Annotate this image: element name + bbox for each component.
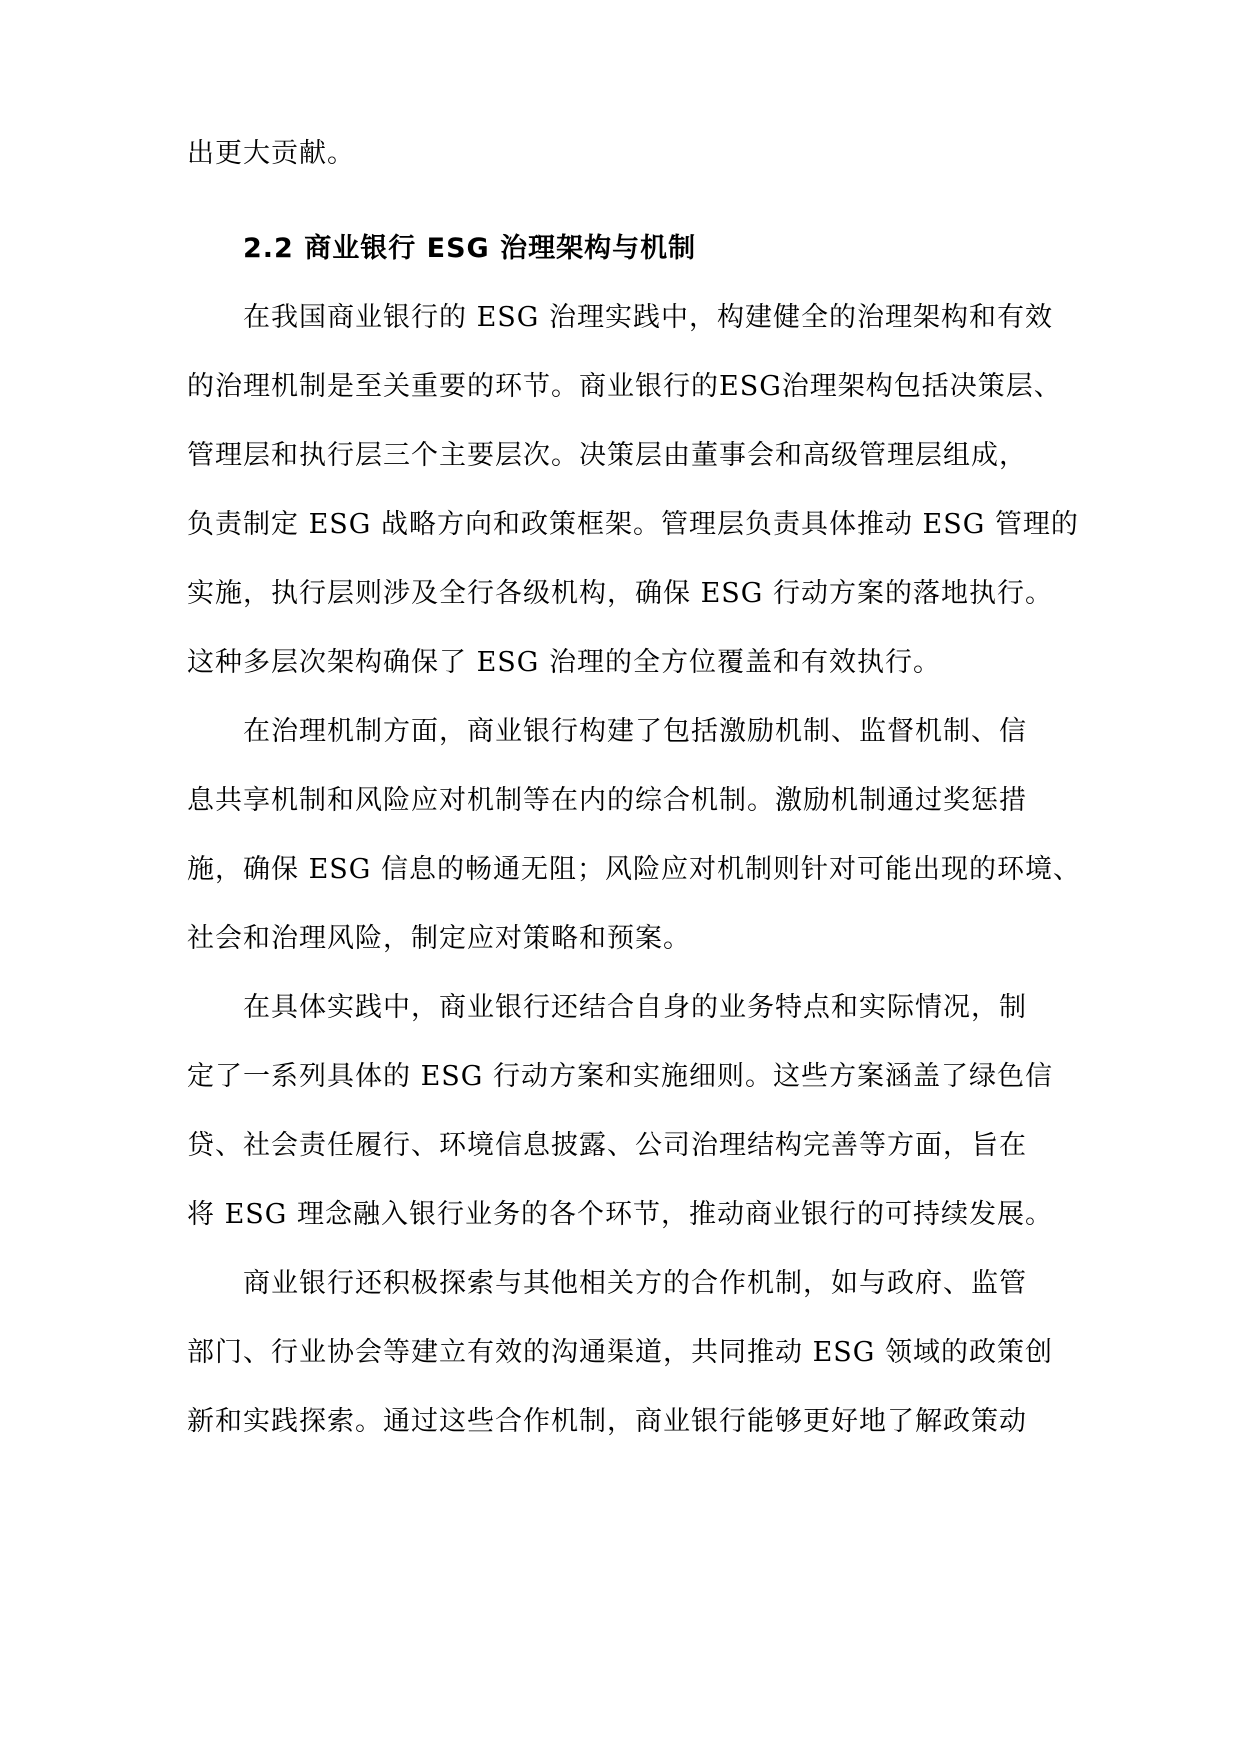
paragraph-line: 定了一系列具体的 ESG 行动方案和实施细则。这些方案涵盖了绿色信 — [187, 1061, 1053, 1092]
paragraph-line: 部门、行业协会等建立有效的沟通渠道，共同推动 ESG 领域的政策创 — [187, 1337, 1053, 1368]
paragraph-line: 实施，执行层则涉及全行各级机构，确保 ESG 行动方案的落地执行。 — [187, 578, 1053, 609]
paragraph-line: 商业银行还积极探索与其他相关方的合作机制，如与政府、监管 — [243, 1268, 1027, 1299]
paragraph-line: 在我国商业银行的 ESG 治理实践中，构建健全的治理架构和有效 — [243, 302, 1053, 333]
paragraph-line: 负责制定 ESG 战略方向和政策框架。管理层负责具体推动 ESG 管理的 — [187, 509, 1079, 540]
paragraph-line: 贷、社会责任履行、环境信息披露、公司治理结构完善等方面，旨在 — [187, 1130, 1027, 1161]
paragraph-line: 将 ESG 理念融入银行业务的各个环节，推动商业银行的可持续发展。 — [187, 1199, 1053, 1230]
paragraph-line: 在具体实践中，商业银行还结合自身的业务特点和实际情况，制 — [243, 992, 1027, 1023]
paragraph-line: 息共享机制和风险应对机制等在内的综合机制。激励机制通过奖惩措 — [187, 785, 1027, 816]
section-heading: 2.2 商业银行 ESG 治理架构与机制 — [243, 233, 697, 264]
paragraph-line: 在治理机制方面，商业银行构建了包括激励机制、监督机制、信 — [243, 716, 1027, 747]
paragraph-line: 管理层和执行层三个主要层次。决策层由董事会和高级管理层组成， — [187, 440, 1027, 471]
paragraph-line: 的治理机制是至关重要的环节。商业银行的ESG治理架构包括决策层、 — [187, 371, 1062, 402]
paragraph-line: 出更大贡献。 — [187, 138, 355, 169]
paragraph-line: 新和实践探索。通过这些合作机制，商业银行能够更好地了解政策动 — [187, 1406, 1027, 1437]
paragraph-line: 这种多层次架构确保了 ESG 治理的全方位覆盖和有效执行。 — [187, 647, 941, 678]
paragraph-line: 施，确保 ESG 信息的畅通无阻；风险应对机制则针对可能出现的环境、 — [187, 854, 1081, 885]
paragraph-line: 社会和治理风险，制定应对策略和预案。 — [187, 923, 691, 954]
